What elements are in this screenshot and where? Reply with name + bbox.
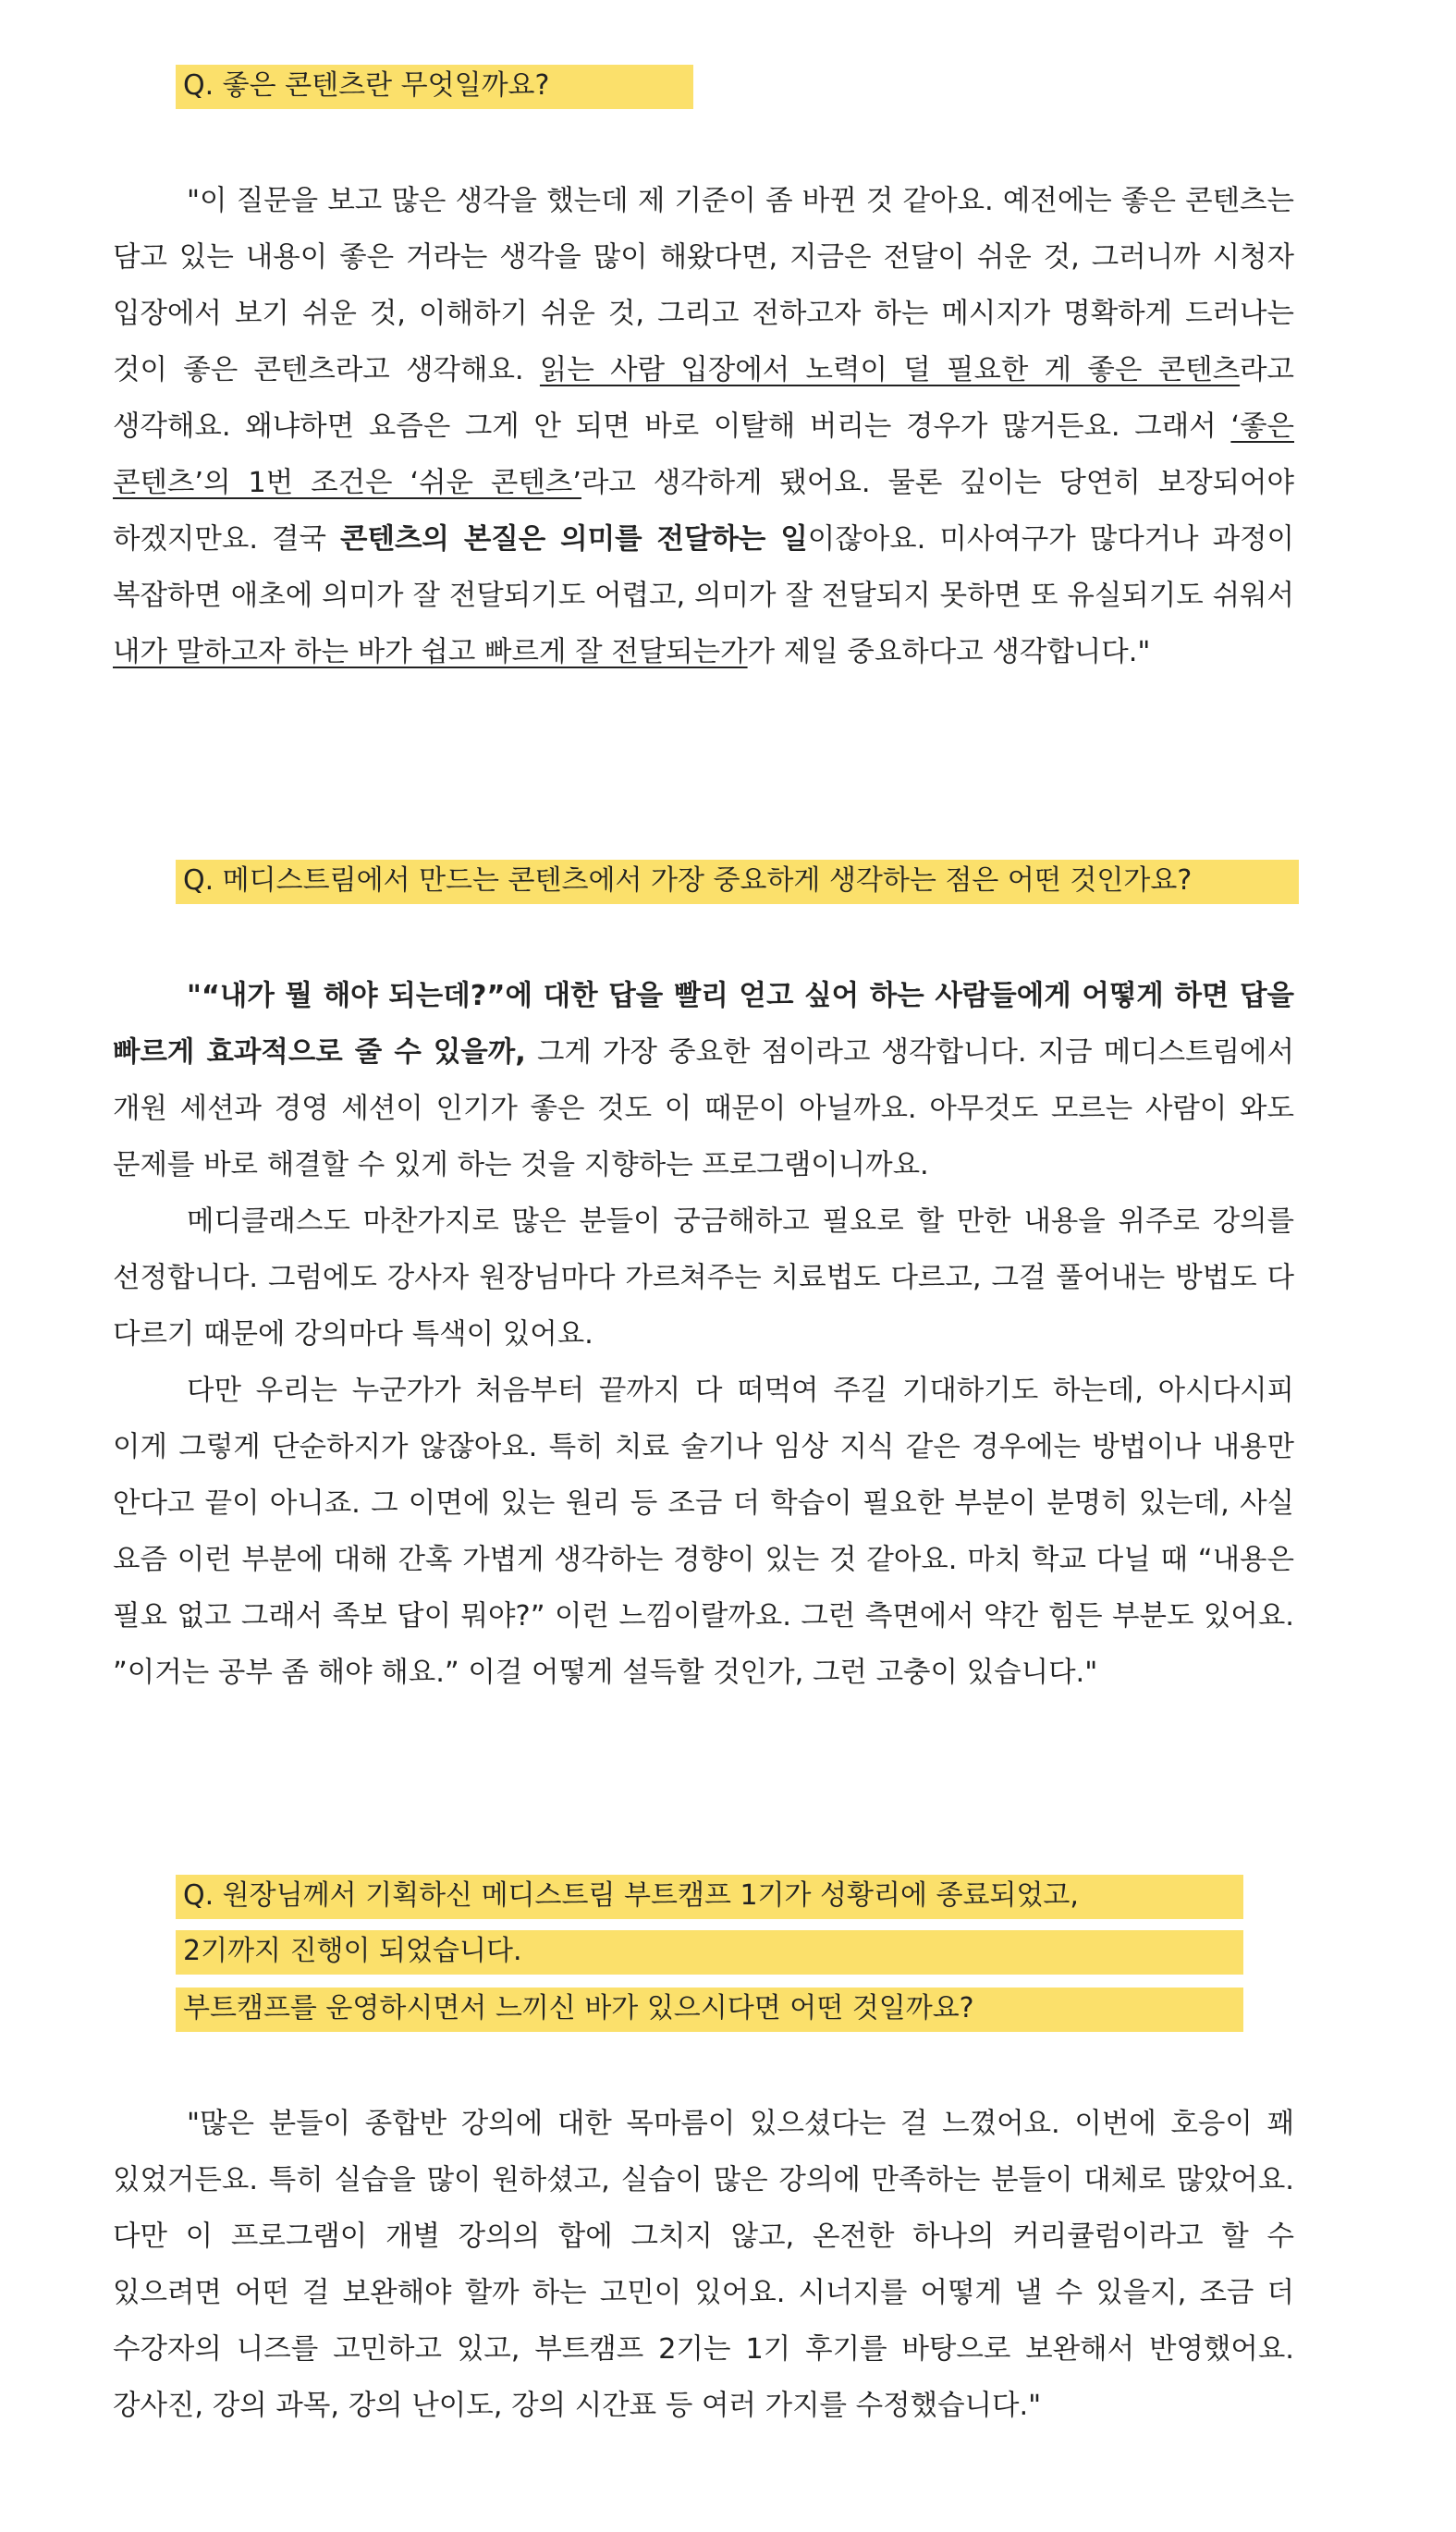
question-heading-3-line-3: 부트캠프를 운영하시면서 느끼신 바가 있으시다면 어떤 것일까요? xyxy=(176,1988,1243,2032)
answer-paragraph-1 xyxy=(113,173,1294,680)
answer-1-text-a: "이 질문을 보고 많은 생각을 했는데 제 기준이 좀 바뀐 것 같아요. 예전에는 좋은 콘텐츠는 담고 있는 내용이 좋은 거라는 생각을 많이 해왔다면, 지금은 전달이 쉬운 것, 그러니까 시청자 입장에서 보기 쉬운 것, 이해하기 쉬운 것, 그리고 전하고자 하는 메시지가 명확하게 드러나는 것이 좋은 콘텐츠라고 생각해요. xyxy=(113,185,1294,386)
answer-1-underline-2: ‘좋은 콘텐츠’의 1번 조건은 ‘쉬운 콘텐츠’ xyxy=(113,410,1294,499)
question-heading-1: Q. 좋은 콘텐츠란 무엇일까요? xyxy=(176,65,693,109)
answer-paragraph-3 xyxy=(113,2096,1294,2434)
answer-1-text-b: 라고 생각해요. 왜냐하면 요즘은 그게 안 되면 바로 이탈해 버리는 경우가 많거든요. 그래서 xyxy=(113,354,1294,443)
answer-2-bold: "“내가 뭘 해야 되는데?”에 대한 답을 빨리 얻고 싶어 하는 사람들에게 어떻게 하면 답을 빠르게 효과적으로 줄 수 있을까, xyxy=(113,980,1294,1069)
answer-1-bold: 콘텐츠의 본질은 의미를 전달하는 일 xyxy=(340,523,808,556)
answer-1-underline-3: 내가 말하고자 하는 바가 쉽고 빠르게 잘 전달되는가 xyxy=(113,636,748,668)
question-heading-2: Q. 메디스트림에서 만드는 콘텐츠에서 가장 중요하게 생각하는 점은 어떤 것인가요? xyxy=(176,860,1299,904)
answer-1-text-d: 이잖아요. 미사여구가 많다거나 과정이 복잡하면 애초에 의미가 잘 전달되기도 어렵고, 의미가 잘 전달되지 못하면 또 유실되기도 쉬워서 xyxy=(113,523,1295,612)
answer-2b-text: 메디클래스도 마찬가지로 많은 분들이 궁금해하고 필요로 할 만한 내용을 위주로 강의를 선정합니다. 그럼에도 강사자 원장님마다 가르쳐주는 치료법도 다르고, 그걸 풀어내는 방법도 다 다르기 때문에 강의마다 특색이 있어요. xyxy=(113,1205,1294,1351)
answer-1-text-e: 가 제일 중요하다고 생각합니다." xyxy=(747,636,1151,668)
answer-3-text: "많은 분들이 종합반 강의에 대한 목마름이 있으셨다는 걸 느꼈어요. 이번에 호응이 꽤 있었거든요. 특히 실습을 많이 원하셨고, 실습이 많은 강의에 만족하는 분들이 대체로 많았어요. 다만 이 프로그램이 개별 강의의 합에 그치지 않고, 온전한 하나의 커리큘럼이라고 할 수 있으려면 어떤 걸 보완해야 할까 하는 고민이 있어요. 시너지를 어떻게 낼 수 있을지, 조금 더 수강자의 니즈를 고민하고 있고, 부트캠프 2기는 1기 후기를 바탕으로 보완해서 반영했어요. 강사진, 강의 과목, 강의 난이도, 강의 시간표 등 여러 가지를 수정했습니다." xyxy=(113,2108,1294,2422)
answer-1-text-c: 라고 생각하게 됐어요. 물론 깊이는 당연히 보장되어야 하겠지만요. 결국 xyxy=(113,467,1294,556)
answer-2c-text: 다만 우리는 누군가가 처음부터 끝까지 다 떠먹여 주길 기대하기도 하는데, 아시다시피 이게 그렇게 단순하지가 않잖아요. 특히 치료 술기나 임상 지식 같은 경우에는 방법이나 내용만 안다고 끝이 아니죠. 그 이면에 있는 원리 등 조금 더 학습이 필요한 부분이 분명히 있는데, 사실 요즘 이런 부분에 대해 간혹 가볍게 생각하는 경향이 있는 것 같아요. 마치 학교 다닐 때 “내용은 필요 없고 그래서 족보 답이 뭐야?” 이런 느낌이랄까요. 그런 측면에서 약간 힘든 부분도 있어요. ”이거는 공부 좀 해야 해요.” 이걸 어떻게 설득할 것인가, 그런 고충이 있습니다." xyxy=(113,1375,1294,1689)
question-heading-3-line-2: 2기까지 진행이 되었습니다. xyxy=(176,1930,1243,1975)
answer-paragraph-2c xyxy=(113,1363,1294,1701)
answer-paragraph-2a xyxy=(113,968,1294,1193)
answer-paragraph-2b xyxy=(113,1193,1294,1363)
answer-2-text: 그게 가장 중요한 점이라고 생각합니다. 지금 메디스트림에서 개원 세션과 경영 세션이 인기가 좋은 것도 이 때문이 아닐까요. 아무것도 모르는 사람이 와도 문제를 바로 해결할 수 있게 하는 것을 지향하는 프로그램이니까요. xyxy=(113,1036,1294,1181)
question-heading-3-line-1: Q. 원장님께서 기획하신 메디스트림 부트캠프 1기가 성황리에 종료되었고, xyxy=(176,1875,1243,1919)
answer-1-underline-1: 읽는 사람 입장에서 노력이 덜 필요한 게 좋은 콘텐츠 xyxy=(539,354,1241,386)
